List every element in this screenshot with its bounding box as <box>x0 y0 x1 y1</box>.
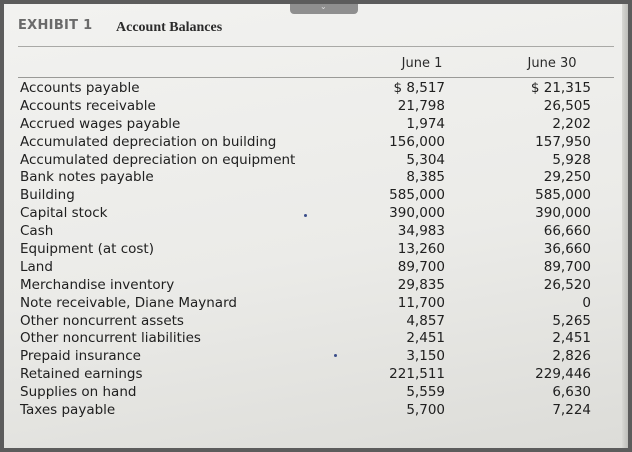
account-label: Capital stock <box>20 205 108 222</box>
account-label: Merchandise inventory <box>20 276 175 293</box>
table-row <box>20 134 620 152</box>
chevron-down-icon[interactable]: ⌄ <box>320 4 327 11</box>
june30-value: $ 21,315 <box>530 80 591 96</box>
june30-value: 29,250 <box>543 169 591 186</box>
june30-value: 5,265 <box>552 312 591 329</box>
table-row <box>20 98 620 116</box>
account-label: Bank notes payable <box>20 169 154 186</box>
column-header-june30: June 30 <box>527 56 577 71</box>
june30-value: 5,928 <box>552 151 591 168</box>
june30-value: 89,700 <box>543 258 591 275</box>
june30-value: 585,000 <box>535 187 591 204</box>
account-label: Accrued wages payable <box>20 115 181 132</box>
june1-value: 21,798 <box>397 97 445 114</box>
june30-value: 390,000 <box>535 205 591 222</box>
blue-dot-mark <box>334 354 337 357</box>
table-row <box>20 313 620 331</box>
june1-value: 5,559 <box>406 384 445 401</box>
account-balances-table <box>20 80 620 420</box>
account-label: Cash <box>20 223 54 240</box>
june1-value: 11,700 <box>397 294 445 311</box>
june1-value: 585,000 <box>389 187 445 204</box>
table-row <box>20 223 620 241</box>
table-row <box>20 277 620 295</box>
june30-value: 26,505 <box>543 97 591 114</box>
account-label: Other noncurrent liabilities <box>20 330 201 347</box>
june1-value: 5,700 <box>406 402 445 419</box>
account-label: Retained earnings <box>20 366 143 383</box>
table-row <box>20 241 620 259</box>
account-label: Supplies on hand <box>20 384 137 401</box>
exhibit-title: Account Balances <box>116 20 223 35</box>
account-label: Land <box>20 258 53 275</box>
june1-value: 3,150 <box>406 348 445 365</box>
june1-value: 4,857 <box>406 312 445 329</box>
table-row <box>20 116 620 134</box>
june1-value: 29,835 <box>397 276 445 293</box>
table-row <box>20 80 620 98</box>
table-row <box>20 259 620 277</box>
june30-value: 2,202 <box>552 115 591 132</box>
top-rule <box>18 46 614 47</box>
account-label: Accounts receivable <box>20 97 156 114</box>
document-page <box>4 4 628 448</box>
june30-value: 66,660 <box>543 223 591 240</box>
june30-value: 0 <box>582 294 591 311</box>
column-header-june1: June 1 <box>401 56 443 71</box>
table-row <box>20 169 620 187</box>
blue-dot-mark <box>304 214 307 217</box>
account-label: Equipment (at cost) <box>20 241 154 258</box>
june30-value: 2,451 <box>552 330 591 347</box>
june1-value: $ 8,517 <box>393 80 445 96</box>
june30-value: 2,826 <box>552 348 591 365</box>
june1-value: 8,385 <box>406 169 445 186</box>
table-row <box>20 384 620 402</box>
june1-value: 13,260 <box>397 241 445 258</box>
june1-value: 34,983 <box>397 223 445 240</box>
table-row <box>20 295 620 313</box>
viewer-tab-handle[interactable] <box>290 4 358 14</box>
table-row <box>20 402 620 420</box>
june30-value: 26,520 <box>543 276 591 293</box>
table-row <box>20 152 620 170</box>
june1-value: 156,000 <box>389 133 445 150</box>
june30-value: 7,224 <box>552 402 591 419</box>
account-label: Building <box>20 187 75 204</box>
june1-value: 390,000 <box>389 205 445 222</box>
table-row <box>20 348 620 366</box>
table-row <box>20 187 620 205</box>
table-row <box>20 205 620 223</box>
account-label: Taxes payable <box>20 402 116 419</box>
table-row <box>20 330 620 348</box>
page-edge-shadow <box>622 4 628 448</box>
account-label: Accumulated depreciation on building <box>20 133 277 150</box>
june30-value: 6,630 <box>552 384 591 401</box>
june1-value: 2,451 <box>406 330 445 347</box>
account-label: Accumulated depreciation on equipment <box>20 151 296 168</box>
account-label: Accounts payable <box>20 80 140 96</box>
header-rule <box>18 77 614 78</box>
june30-value: 157,950 <box>535 133 591 150</box>
june1-value: 89,700 <box>397 258 445 275</box>
june1-value: 1,974 <box>406 115 445 132</box>
account-label: Prepaid insurance <box>20 348 141 365</box>
table-row <box>20 366 620 384</box>
june1-value: 221,511 <box>389 366 445 383</box>
account-label: Other noncurrent assets <box>20 312 184 329</box>
june1-value: 5,304 <box>406 151 445 168</box>
june30-value: 229,446 <box>535 366 591 383</box>
exhibit-label: EXHIBIT 1 <box>18 18 93 33</box>
june30-value: 36,660 <box>543 241 591 258</box>
account-label: Note receivable, Diane Maynard <box>20 294 237 311</box>
